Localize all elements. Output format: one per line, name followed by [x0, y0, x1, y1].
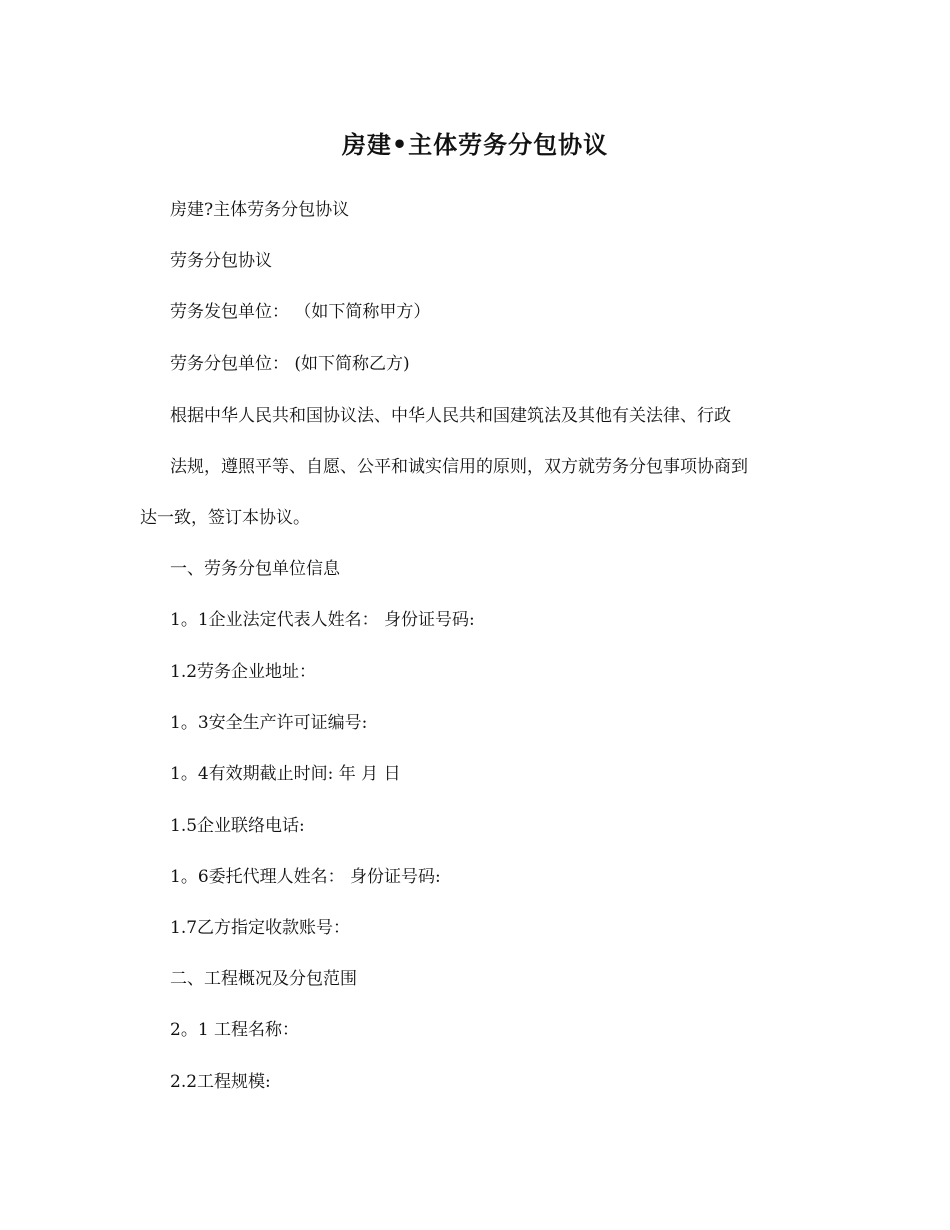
clause-1-3: 1。3安全生产许可证编号: — [170, 713, 368, 733]
party-b-line: 劳务分包单位： (如下简称乙方) — [170, 354, 410, 374]
party-a-line: 劳务发包单位： （如下简称甲方） — [170, 302, 431, 322]
clause-2-2: 2.2工程规模: — [170, 1072, 271, 1092]
preamble-line-3: 达一致，签订本协议。 — [140, 508, 310, 528]
preamble-line-2: 法规，遵照平等、自愿、公平和诚实信用的原则，双方就劳务分包事项协商到 — [170, 457, 748, 477]
preamble-line-1: 根据中华人民共和国协议法、中华人民共和国建筑法及其他有关法律、行政 — [170, 406, 731, 426]
agreement-heading: 劳务分包协议 — [170, 251, 272, 271]
clause-1-6: 1。6委托代理人姓名： 身份证号码: — [170, 867, 441, 887]
subtitle-line: 房建?主体劳务分包协议 — [170, 200, 350, 220]
clause-1-2: 1.2劳务企业地址： — [170, 662, 317, 682]
section-2-heading: 二、工程概况及分包范围 — [170, 969, 357, 989]
clause-2-1: 2。1 工程名称： — [170, 1020, 300, 1040]
document-title: 房建•主体劳务分包协议 — [341, 130, 609, 159]
clause-1-1: 1。1企业法定代表人姓名： 身份证号码: — [170, 610, 475, 630]
section-1-heading: 一、劳务分包单位信息 — [170, 559, 340, 579]
clause-1-4: 1。4有效期截止时间: 年 月 日 — [170, 764, 401, 784]
clause-1-7: 1.7乙方指定收款账号： — [170, 918, 351, 938]
clause-1-5: 1.5企业联络电话: — [170, 816, 305, 836]
